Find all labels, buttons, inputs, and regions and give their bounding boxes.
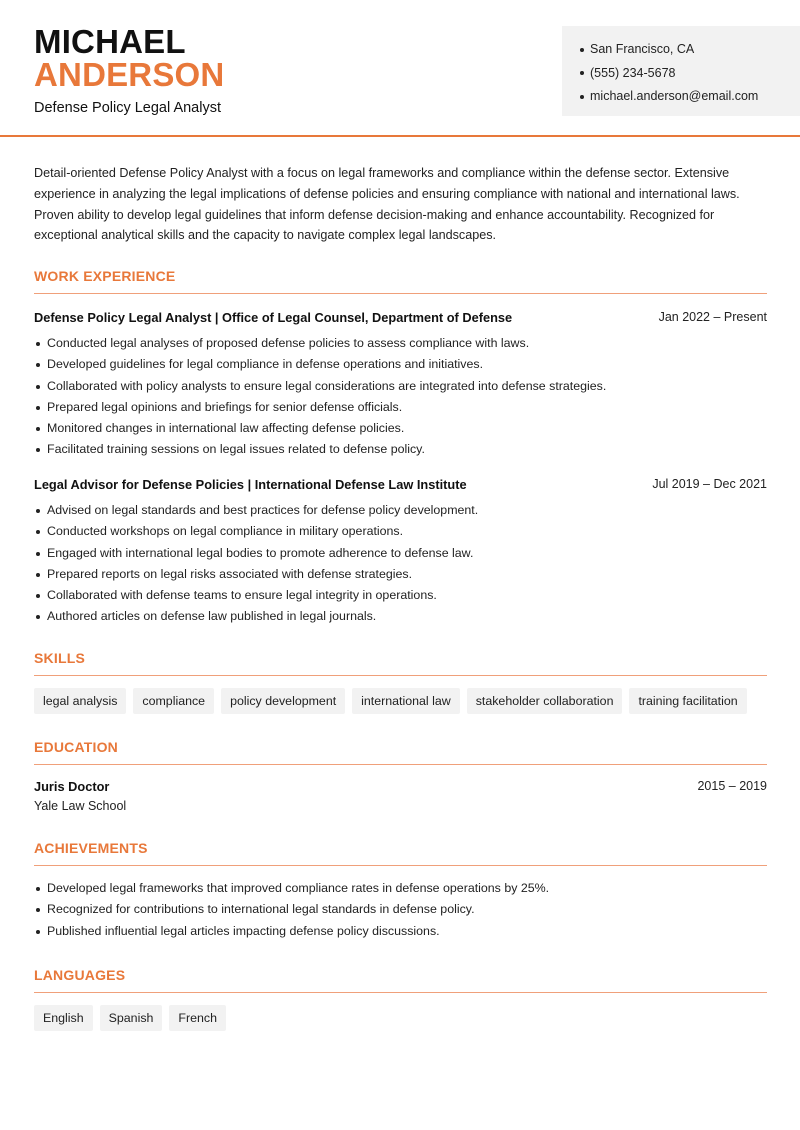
list-item: Collaborated with defense teams to ensure legal integrity in operations. — [34, 585, 767, 606]
languages-list — [34, 1005, 226, 1031]
job-header — [34, 477, 767, 492]
skill-tag: compliance — [133, 688, 214, 714]
achievements-list — [34, 878, 767, 942]
list-item: Authored articles on defense law published in legal journals. — [34, 606, 767, 627]
bullet-icon — [580, 71, 584, 75]
list-item: Prepared legal opinions and briefings for senior defense officials. — [34, 397, 767, 418]
education-degree: Juris Doctor — [34, 779, 110, 794]
last-name: ANDERSON — [34, 56, 225, 93]
section-title-achievements: ACHIEVEMENTS — [34, 840, 767, 866]
list-item: Developed guidelines for legal compliance in defense operations and initiatives. — [34, 354, 767, 375]
job-header — [34, 310, 767, 325]
list-item: Engaged with international legal bodies to promote adherence to defense law. — [34, 543, 767, 564]
list-item: Recognized for contributions to international legal standards in defense policy. — [34, 899, 767, 920]
contact-location — [580, 38, 800, 62]
list-item: Facilitated training sessions on legal issues related to defense policy. — [34, 439, 767, 460]
skill-tag: international law — [352, 688, 460, 714]
skills-list — [34, 688, 747, 714]
first-name: MICHAEL — [34, 23, 186, 60]
section-title-work: WORK EXPERIENCE — [34, 268, 767, 294]
job-bullets — [34, 333, 767, 461]
job-role: Legal Advisor for Defense Policies | International Defense Law Institute — [34, 477, 467, 492]
job-dates: Jul 2019 – Dec 2021 — [652, 477, 767, 491]
resume-header — [0, 0, 800, 137]
skill-tag: stakeholder collaboration — [467, 688, 623, 714]
list-item: Advised on legal standards and best practices for defense policy development. — [34, 500, 767, 521]
contact-phone — [580, 62, 800, 86]
language-tag: Spanish — [100, 1005, 163, 1031]
section-title-languages: LANGUAGES — [34, 967, 767, 993]
list-item: Prepared reports on legal risks associated with defense strategies. — [34, 564, 767, 585]
contact-location-text: San Francisco, CA — [590, 42, 695, 57]
job-bullets — [34, 500, 767, 628]
list-item: Conducted legal analyses of proposed defense policies to assess compliance with laws. — [34, 333, 767, 354]
list-item: Published influential legal articles impacting defense policy discussions. — [34, 921, 767, 942]
job-dates: Jan 2022 – Present — [658, 310, 767, 324]
education-dates: 2015 – 2019 — [697, 779, 767, 793]
job-role: Defense Policy Legal Analyst | Office of Legal Counsel, Department of Defense — [34, 310, 513, 325]
bullet-icon — [580, 95, 584, 99]
summary-paragraph: Detail-oriented Defense Policy Analyst with a focus on legal frameworks and compliance within the defense sector. Extensive experience in analyzing the legal implications of defense policies and ensuring compliance with national and international laws. Proven ability to develop legal guidelines that inform defense decision-making and enhance accountability. Recognized for exceptional analytical skills and the capacity to navigate complex legal landscapes. — [34, 166, 740, 243]
contact-box — [562, 26, 800, 116]
education-school: Yale Law School — [34, 799, 127, 813]
skill-tag: training facilitation — [629, 688, 746, 714]
language-tag: French — [169, 1005, 226, 1031]
language-tag: English — [34, 1005, 93, 1031]
section-title-skills: SKILLS — [34, 650, 767, 676]
list-item: Developed legal frameworks that improved compliance rates in defense operations by 25%. — [34, 878, 767, 899]
list-item: Conducted workshops on legal compliance in military operations. — [34, 521, 767, 542]
contact-email — [580, 85, 800, 109]
list-item: Monitored changes in international law affecting defense policies. — [34, 418, 767, 439]
bullet-icon — [580, 48, 584, 52]
contact-phone-text: (555) 234-5678 — [590, 65, 676, 80]
contact-email-text: michael.anderson@email.com — [590, 89, 759, 104]
list-item: Collaborated with policy analysts to ensure legal considerations are integrated into defense strategies. — [34, 376, 767, 397]
skill-tag: legal analysis — [34, 688, 126, 714]
section-title-education: EDUCATION — [34, 739, 767, 765]
job-title: Defense Policy Legal Analyst — [34, 100, 221, 116]
skill-tag: policy development — [221, 688, 345, 714]
